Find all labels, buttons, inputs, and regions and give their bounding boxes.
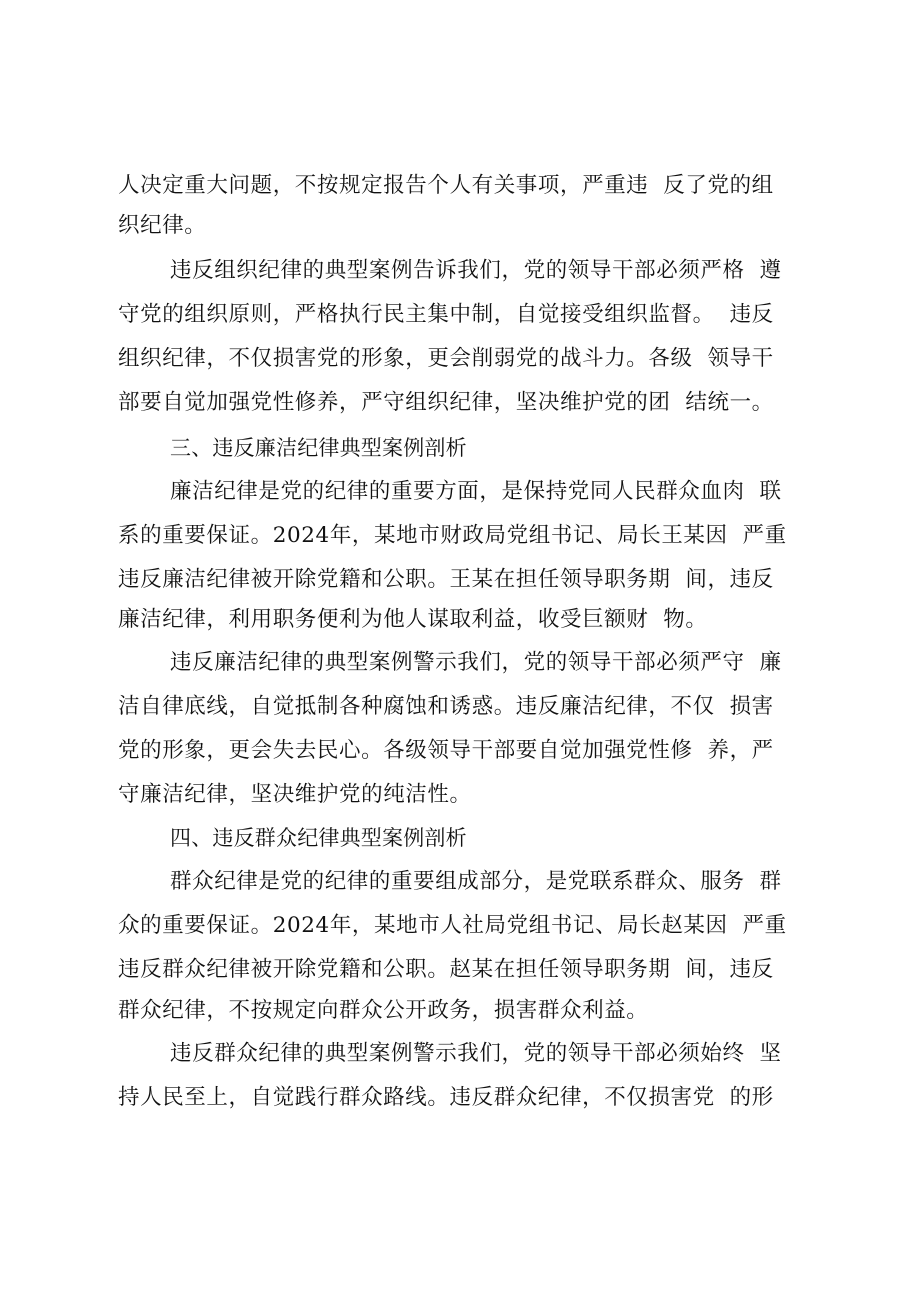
paragraph-line: 人决定重大问题，不按规定报告个人有关事项，严重违 反了党的组 [118, 173, 774, 198]
paragraph-line: 洁自律底线，自觉抵制各种腐蚀和诱惑。违反廉洁纪律，不仅 损害 [118, 694, 774, 719]
paragraph-line: 组织纪律，不仅损害党的形象，更会削弱党的战斗力。各级 领导干 [118, 346, 774, 371]
paragraph-line: 众的重要保证。2024年，某地市人社局党组书记、局长赵某因 严重 [118, 913, 787, 938]
paragraph-line: 违反群众纪律被开除党籍和公职。赵某在担任领导职务期 间，违反 [118, 957, 774, 982]
paragraph-line: 违反组织纪律的典型案例告诉我们，党的领导干部必须严格 遵 [170, 258, 782, 283]
section-heading-3: 三、违反廉洁纪律典型案例剖析 [170, 436, 467, 460]
paragraph-line: 守党的组织原则，严格执行民主集中制，自觉接受组织监督。 违反 [118, 302, 774, 327]
paragraph-line: 群众纪律是党的纪律的重要组成部分，是党联系群众、服务 群 [170, 869, 782, 894]
paragraph-line: 廉洁纪律，利用职务便利为他人谋取利益，收受巨额财 物。 [118, 607, 708, 632]
paragraph-line: 违反廉洁纪律被开除党籍和公职。王某在担任领导职务期 间，违反 [118, 567, 774, 592]
paragraph-line: 系的重要保证。2024年，某地市财政局党组书记、局长王某因 严重 [118, 523, 787, 548]
paragraph-line: 部要自觉加强党性修养，严守组织纪律，坚决维护党的团 结统一。 [118, 390, 774, 415]
paragraph-line: 群众纪律，不按规定向群众公开政务，损害群众利益。 [118, 998, 649, 1023]
paragraph-line: 持人民至上，自觉践行群众路线。违反群众纪律，不仅损害党 的形 [118, 1085, 774, 1110]
paragraph-line: 织纪律。 [118, 213, 207, 238]
paragraph-line: 党的形象，更会失去民心。各级领导干部要自觉加强党性修 养，严 [118, 738, 774, 763]
paragraph-line: 违反廉洁纪律的典型案例警示我们，党的领导干部必须严守 廉 [170, 650, 782, 675]
paragraph-line: 守廉洁纪律，坚决维护党的纯洁性。 [118, 782, 472, 807]
paragraph-line: 廉洁纪律是党的纪律的重要方面，是保持党同人民群众血肉 联 [170, 479, 782, 504]
paragraph-line: 违反群众纪律的典型案例警示我们，党的领导干部必须始终 坚 [170, 1041, 782, 1066]
section-heading-4: 四、违反群众纪律典型案例剖析 [170, 826, 467, 850]
